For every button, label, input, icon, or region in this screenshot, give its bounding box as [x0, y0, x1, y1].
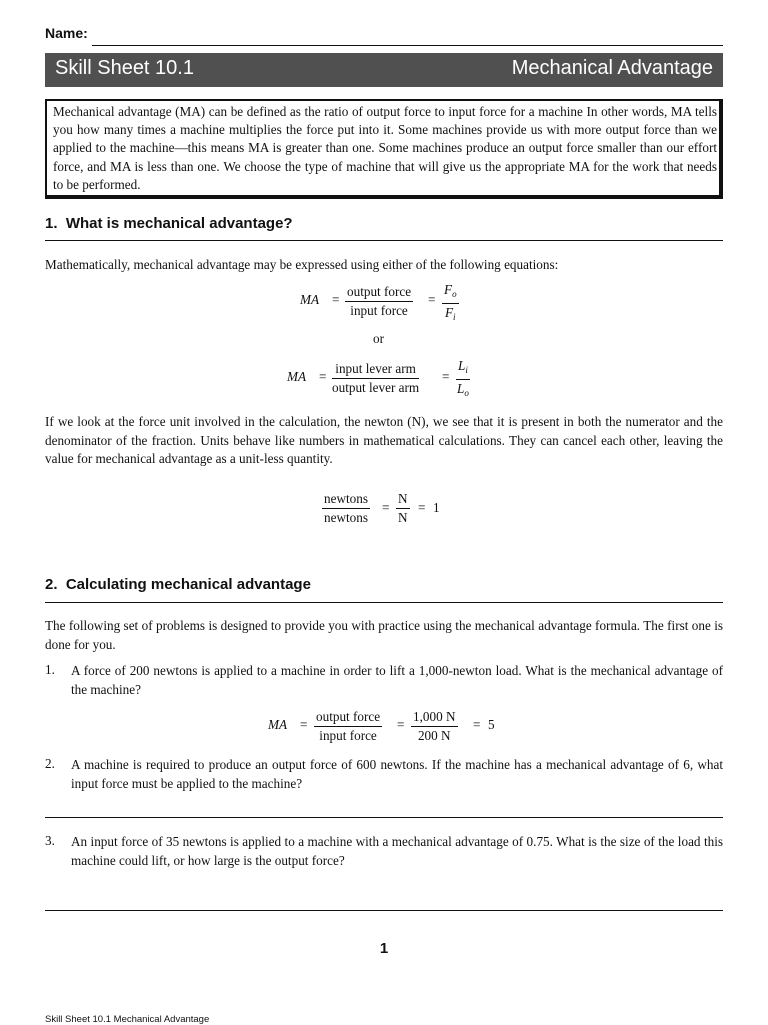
section-1-title: 1. What is mechanical advantage?: [45, 215, 293, 232]
equation-worked-example: [0, 708, 768, 750]
eq4-numerator: output force: [314, 709, 382, 727]
eq1-equals-2: =: [428, 292, 436, 307]
eq4-equals-3: =: [473, 717, 481, 732]
question-3-number: 3.: [45, 833, 55, 848]
eq2-sym-num: L: [458, 358, 466, 373]
eq2-sym-den-sub: o: [464, 388, 469, 398]
eq2-sym-num-sub: i: [465, 365, 468, 375]
footer-text: Skill Sheet 10.1 Mechanical Advantage: [45, 1014, 210, 1025]
eq4-denominator: input force: [319, 728, 377, 743]
question-3-text: An input force of 35 newtons is applied to a machine with a mechanical advantage of 0.75. What is the size of the load this machine could lift, or how large is the output force?: [71, 834, 723, 868]
question-3-answer-line: [45, 910, 723, 911]
eq1-sym-num: F: [444, 282, 453, 297]
eq4-equals: =: [300, 717, 308, 732]
eq4-fraction-values: [411, 709, 458, 744]
question-2-answer-line: [45, 817, 723, 818]
section-2-rule: [45, 602, 723, 603]
eq1-fraction-words: [345, 284, 413, 319]
skill-sheet-number: Skill Sheet 10.1: [55, 57, 194, 79]
sheet-title: Mechanical Advantage: [511, 57, 713, 79]
eq2-numerator: input lever arm: [332, 361, 419, 379]
intro-box: [45, 99, 723, 199]
equation-ma-forces: [0, 282, 768, 324]
section-1-units-paragraph: If we look at the force unit involved in the calculation, the newton (N), we see that it is present in both the numerator and the denominator of the fraction. Units behave like numbers in mathematical calculations. They can cancel each other, leaving the value for mechanical advantage as a unit-less quantity.: [45, 414, 723, 466]
page-number: 1: [379, 940, 389, 957]
eq2-equals: =: [319, 369, 327, 384]
intro-text: Mechanical advantage (MA) can be defined as the ratio of output force to input force for a machine In other words, MA tells you how many times a machine multiplies the force put into it. Some machines provide us with more output force than we applied to the machine—this means MA is greater than one. Some machines produce an output force smaller than our effort force, and MA is less than one. We choose the type of machine that will give us the appropriate MA for the work that needs to be performed.: [53, 104, 717, 192]
eq3-result: 1: [433, 500, 440, 515]
eq2-denominator: output lever arm: [332, 380, 420, 395]
eq3-equals-2: =: [418, 500, 426, 515]
equation-ma-levers: [0, 358, 768, 400]
eq4-denominator-2: 200 N: [417, 728, 451, 743]
eq3-fraction-newtons: [322, 491, 370, 526]
eq1-fraction-symbols: [442, 282, 459, 325]
eq2-fraction-words: [332, 361, 419, 396]
equation-units-cancel: [0, 491, 768, 533]
section-1-rule: [45, 240, 723, 241]
eq1-sym-den-sub: i: [453, 312, 456, 322]
section-1-lead: Mathematically, mechanical advantage may be expressed using either of the following equations:: [45, 257, 559, 272]
question-2-text: A machine is required to produce an output force of 600 newtons. If the machine has a mechanical advantage of 6, what input force must be applied to the machine?: [71, 757, 723, 791]
name-answer-line: [92, 45, 723, 46]
eq2-equals-2: =: [442, 369, 450, 384]
eq3-denominator: newtons: [324, 510, 368, 525]
eq2-fraction-symbols: [456, 358, 470, 401]
eq2-sym-den: L: [457, 381, 465, 396]
eq4-result: 5: [488, 717, 495, 732]
eq1-sym-num-sub: o: [452, 289, 457, 299]
eq1-denominator: input force: [350, 303, 408, 318]
eq1-numerator: output force: [345, 284, 413, 302]
eq3-numerator-2: N: [396, 491, 410, 509]
eq3-numerator: newtons: [322, 491, 370, 509]
or-text: or: [373, 331, 384, 346]
eq3-equals: =: [382, 500, 390, 515]
question-1-number: 1.: [45, 662, 55, 677]
eq4-fraction-words: [314, 709, 382, 744]
eq4-equals-2: =: [397, 717, 405, 732]
section-2-title: 2. Calculating mechanical advantage: [45, 576, 311, 593]
eq4-lhs: MA: [268, 717, 288, 732]
eq1-equals: =: [332, 292, 340, 307]
section-2-lead: The following set of problems is designed to provide you with practice using the mechanical advantage formula. The first one is done for you.: [45, 618, 723, 652]
question-1-text: A force of 200 newtons is applied to a machine in order to lift a 1,000-newton load. What is the mechanical advantage of the machine?: [71, 663, 723, 697]
eq2-lhs: MA: [287, 369, 307, 384]
question-2-number: 2.: [45, 756, 55, 771]
title-bar: [45, 53, 723, 87]
eq3-denominator-2: N: [398, 510, 408, 525]
eq4-numerator-2: 1,000 N: [411, 709, 458, 727]
eq1-sym-den: F: [444, 305, 454, 320]
name-label: Name:: [45, 25, 88, 41]
eq3-fraction-n: [396, 491, 410, 526]
eq1-lhs: MA: [300, 292, 320, 307]
